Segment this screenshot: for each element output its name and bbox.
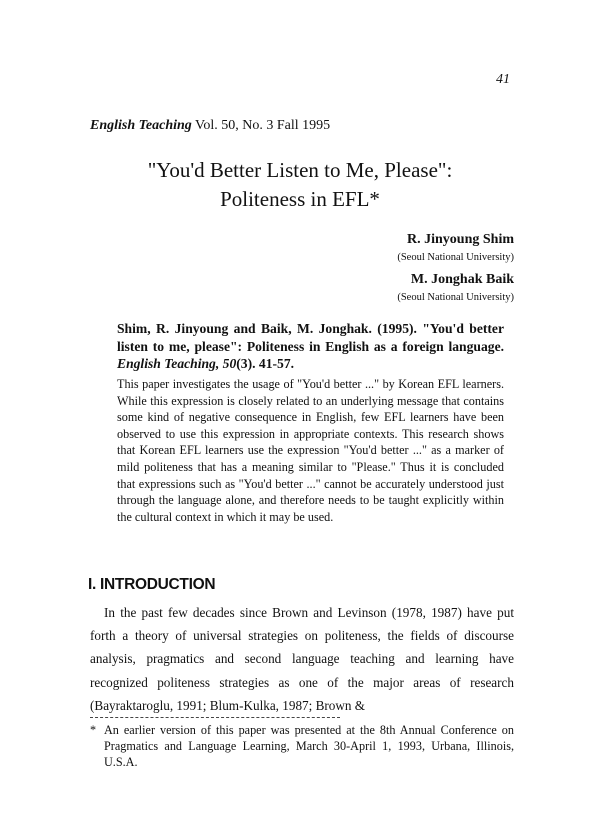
- journal-header: [90, 118, 330, 134]
- citation-volume: 50: [222, 356, 237, 371]
- author-name: M. Jonghak Baik: [410, 272, 514, 287]
- citation-authors-year: Shim, R. Jinyoung and Baik, M. Jonghak. (1995).: [117, 321, 417, 336]
- author-name: R. Jinyoung Shim: [407, 232, 514, 247]
- footnote-text: An earlier version of this paper was presented at the 8th Annual Conference on Pragmatics and Language Learning, March 30-April 1, 1993, Urbana, Illinois, U.S.A.: [104, 723, 514, 770]
- title-line-1: "You'd Better Listen to Me, Please":: [147, 158, 453, 182]
- author-block: [397, 230, 514, 310]
- abstract: This paper investigates the usage of "You'd better ..." by Korean EFL learners. While this expression is closely related to an underlying message that contains some kind of negative consequence in English, few EFL learners have been observed to use this expression in appropriate contexts. This research shows that Korean EFL learners use the expression "You'd better ..." as a marker of mild politeness that has a meaning similar to "Please." Thus it is concluded that expressions such as "You'd better ..." cannot be accurately understood just through the language alone, and therefore needs to be taught explicitly within the cultural context in which it may be used.: [117, 377, 504, 524]
- citation-issue-pages: (3). 41-57.: [236, 356, 295, 371]
- page-number: 41: [496, 72, 510, 87]
- journal-issue: Vol. 50, No. 3 Fall 1995: [195, 118, 331, 133]
- citation: [117, 320, 504, 373]
- section-heading: I. INTRODUCTION: [88, 576, 216, 593]
- citation-article-title: "You'd better listen to me, please": Politeness in English as a foreign language.: [117, 321, 504, 354]
- footnote: [90, 722, 514, 771]
- title-line-2: Politeness in EFL*: [220, 187, 380, 211]
- author-affiliation: (Seoul National University): [397, 252, 514, 263]
- footnote-mark: *: [90, 723, 97, 737]
- journal-name: English Teaching: [90, 118, 192, 133]
- intro-paragraph: In the past few decades since Brown and Levinson (1978, 1987) have put forth a theory of universal strategies on politeness, the fields of discourse analysis, pragmatics and second language teaching and learning have recognized politeness strategies as one of the major areas of research (Bayraktaroglu, 1991; Blum-Kulka, 1987; Brown &: [90, 605, 514, 713]
- author-affiliation: (Seoul National University): [397, 292, 514, 303]
- footnote-divider: [90, 717, 340, 718]
- article-title: [60, 156, 540, 214]
- citation-journal: English Teaching,: [117, 356, 220, 371]
